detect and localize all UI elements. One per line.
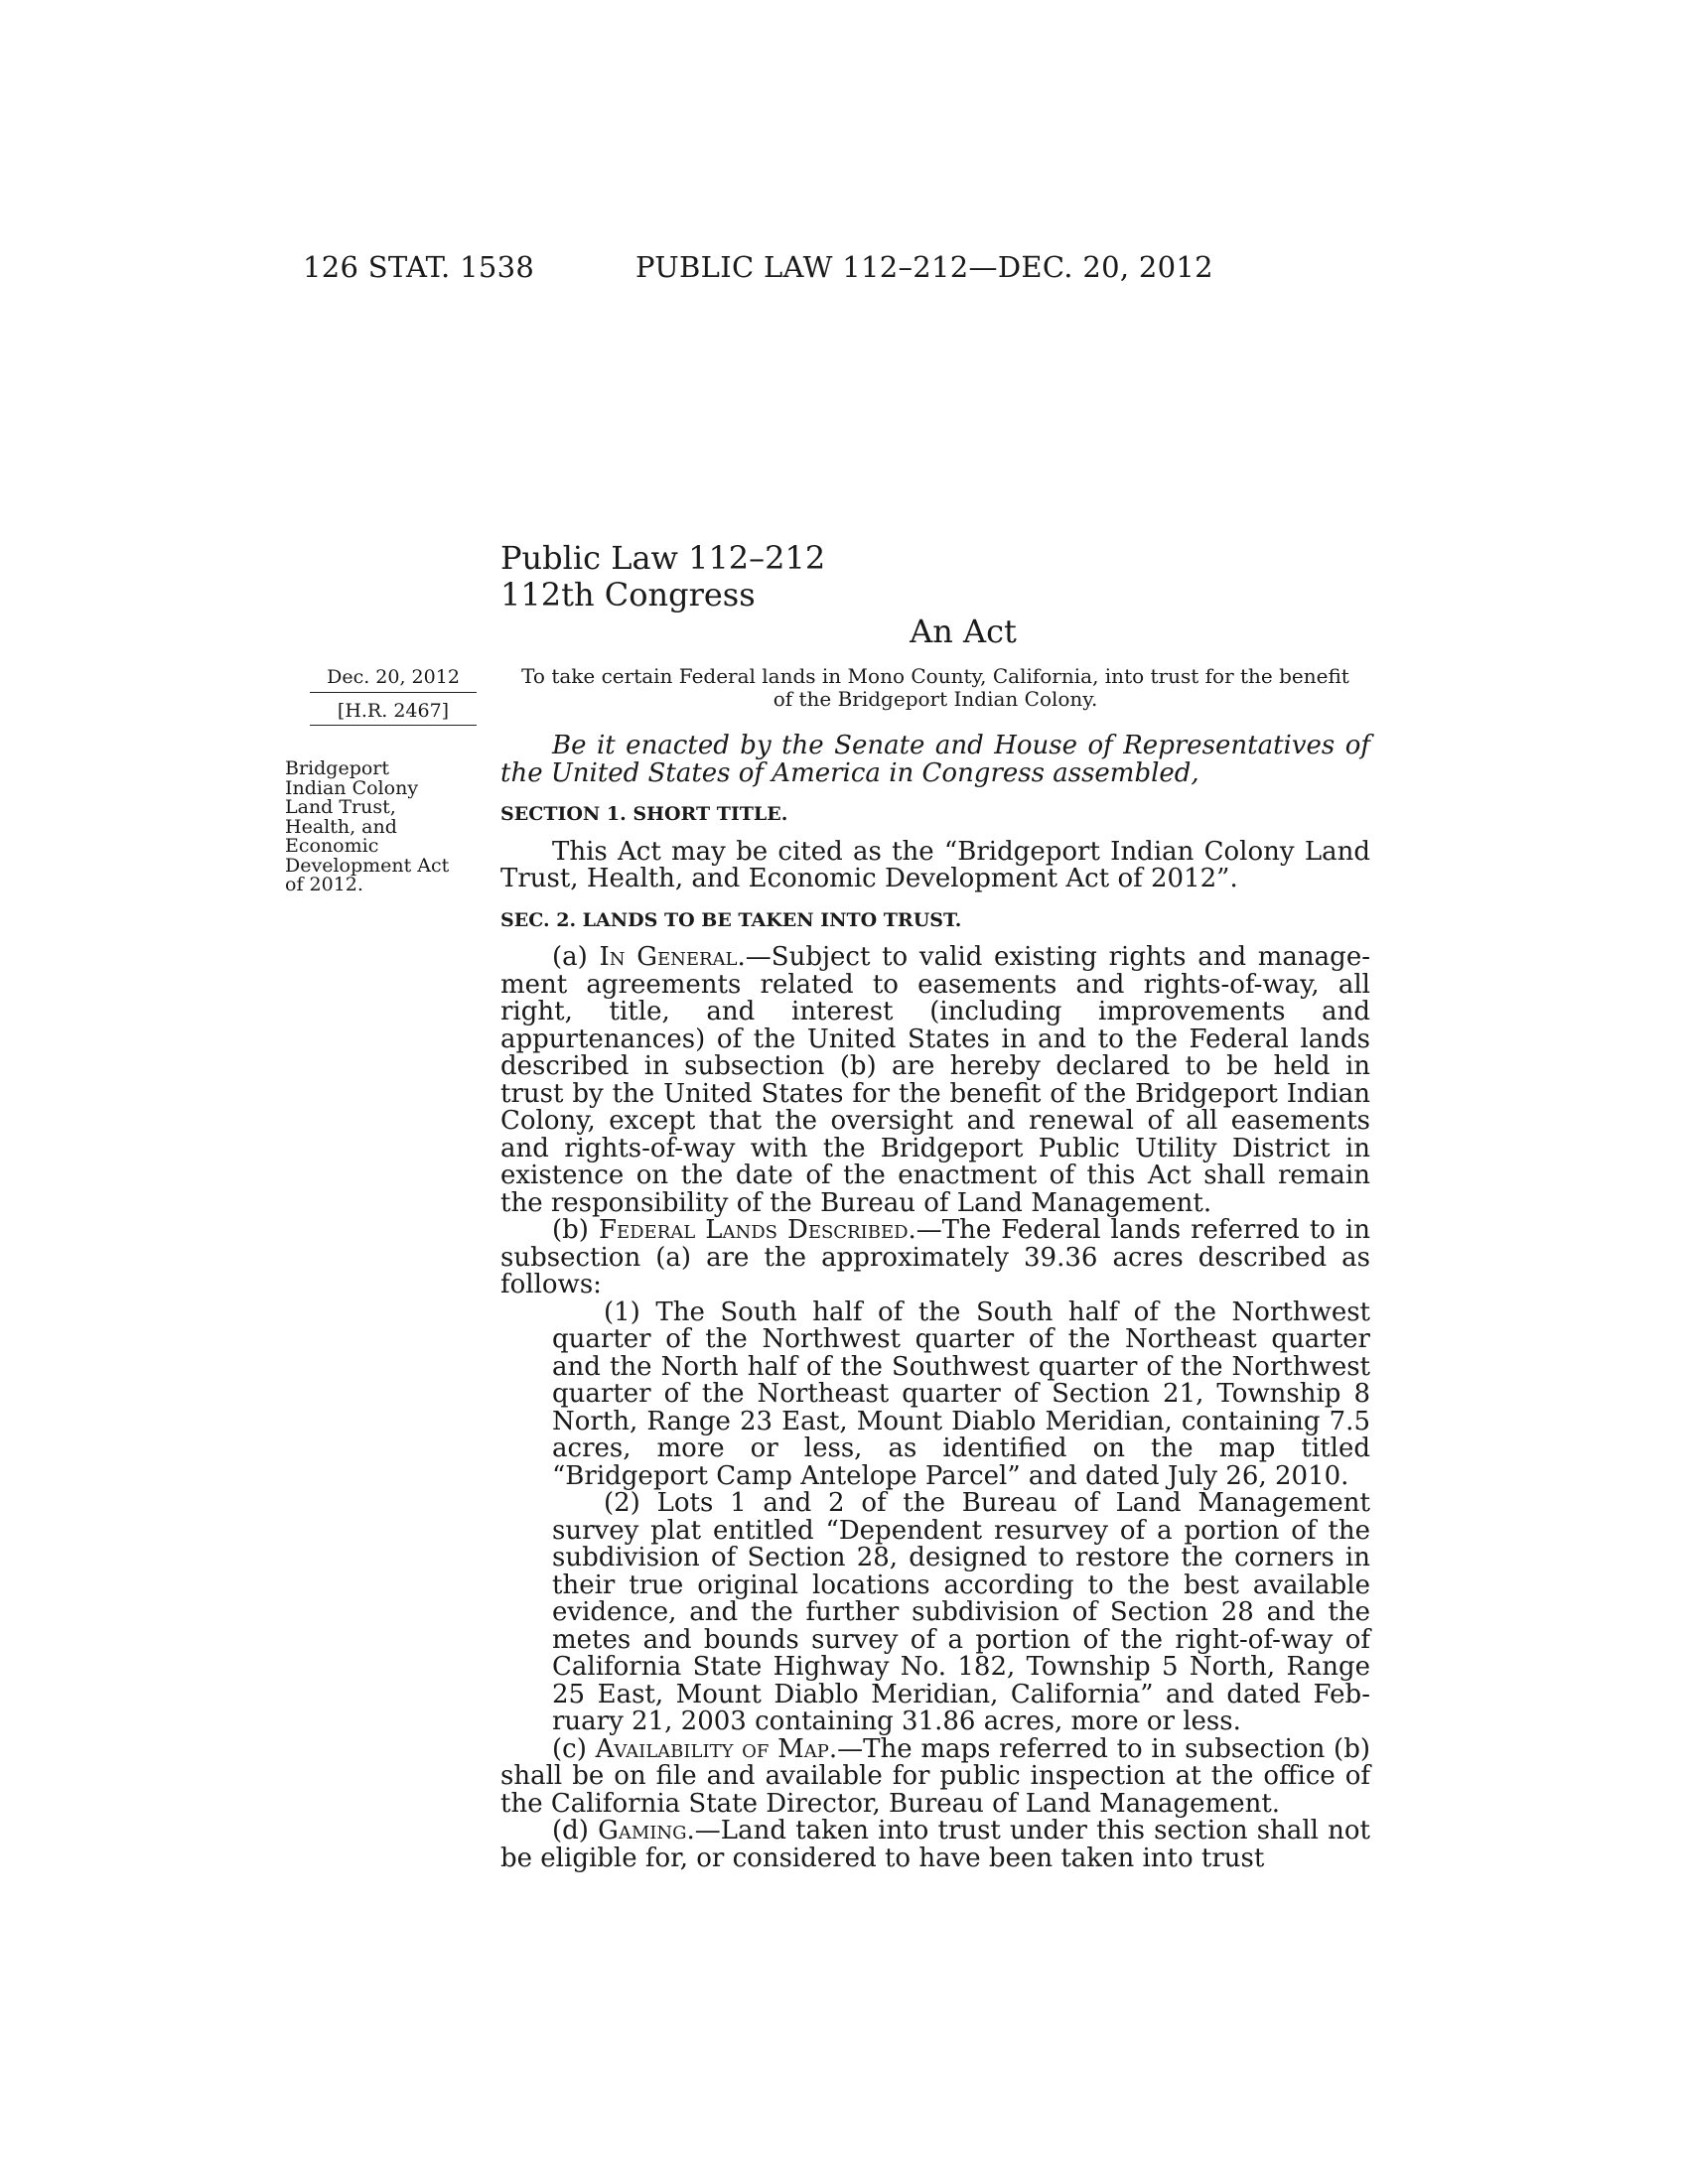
subsection-c-heading: Availability of Map: [595, 1733, 829, 1764]
margin-date: Dec. 20, 2012: [327, 666, 460, 688]
long-title-line: of the Bridgeport Indian Colony.: [773, 687, 1098, 711]
margin-short-title-note: [285, 759, 484, 895]
subsection-c-text: .—The maps referred to in subsection (b) shall be on file and available for public inspection at the office of the California State Director, Bureau of Land Management.: [500, 1733, 1370, 1819]
subsection-a: [500, 944, 1370, 1217]
margin-note-line: Economic: [285, 835, 379, 857]
an-act-heading: An Act: [910, 613, 1017, 650]
subsection-d-label: (d): [552, 1816, 599, 1845]
subsection-b-text: .—The Federal lands referred to in subsection (a) are the approximately 39.36 acres described as follows:: [500, 1215, 1370, 1299]
section-1-heading: SECTION 1. SHORT TITLE.: [500, 803, 788, 825]
long-title: [508, 665, 1362, 711]
paragraph-b2: (2) Lots 1 and 2 of the Bureau of Land Management survey plat entitled “Dependent resurvey of a portion of the subdivision of Section 28, designed to restore the corners in their true original locations according to the best available evidence, and the further subdivision of Section 28 and the metes and bounds survey of a portion of the right-of-way of California State Highway No. 182, Township 5 North, Range 25 East, Mount Diablo Meridian, California” and dated February 21, 2003 containing 31.86 acres, more or less.: [552, 1488, 1370, 1736]
subsection-c: [500, 1733, 1370, 1819]
subsection-c-label: (c): [552, 1733, 596, 1764]
subsection-d-heading: Gaming: [598, 1816, 687, 1845]
public-law-number: Public Law 112–212: [500, 539, 826, 577]
margin-note-line: Health, and: [285, 815, 397, 838]
enacting-clause: Be it enacted by the Senate and House of Representatives of the United States of America in Congress assembled,: [500, 731, 1370, 788]
margin-note-line: Indian Colony: [285, 776, 419, 799]
margin-bill-number: [H.R. 2467]: [337, 700, 450, 722]
paragraph-b1: (1) The South half of the South half of the Northwest quarter of the Northwest quarter of the Northeast quarter and the North half of the Southwest quarter of the Northwest quarter of the Northeast quarter of Section 21, Township 8 North, Range 23 East, Mount Diablo Meridian, containing 7.5 acres, more or less, as identified on the map titled “Bridgeport Camp Antelope Parcel” and dated July 26, 2010.: [552, 1297, 1370, 1491]
section-1-text: This Act may be cited as the “Bridgeport Indian Colony Land Trust, Health, and Economic Development Act of 2012”.: [500, 836, 1370, 893]
long-title-line: To take certain Federal lands in Mono County, California, into trust for the benefit: [521, 664, 1349, 688]
margin-note-line: of 2012.: [285, 874, 363, 895]
subsection-d: [500, 1818, 1370, 1872]
congress-label: 112th Congress: [500, 576, 756, 614]
running-head-law-date: PUBLIC LAW 112–212—DEC. 20, 2012: [635, 250, 1213, 284]
margin-note-line: Development Act: [285, 854, 450, 877]
subsection-a-heading: In General: [599, 942, 738, 972]
subsection-d-text: .—Land taken into trust under this section shall not be eligible for, or considered to have been taken into trust: [500, 1816, 1370, 1873]
subsection-a-label: (a): [552, 942, 600, 972]
margin-divider: [310, 725, 477, 726]
margin-divider: [310, 692, 477, 693]
subsection-a-text: .—Subject to valid existing rights and management agreements related to easements and rights-of-way, all right, title, and interest (including improvements and appurtenances) of the United States in and to the Federal lands described in subsection (b) are hereby declared to be held in trust by the United States for the benefit of the Bridgeport Indian Colony, except that the oversight and renewal of all easements and rights-of-way with the Bridgeport Public Utility District in existence on the date of the enactment of this Act shall remain the responsibility of the Bureau of Land Management.: [500, 942, 1370, 1218]
body-text: [500, 733, 1370, 1872]
subsection-b-label: (b): [552, 1215, 599, 1245]
margin-note-line: Land Trust,: [285, 796, 396, 818]
subsection-b-heading: Federal Lands Described: [598, 1215, 909, 1245]
margin-note-line: Bridgeport: [285, 757, 390, 779]
section-2-heading: SEC. 2. LANDS TO BE TAKEN INTO TRUST.: [500, 908, 962, 931]
subsection-b: [500, 1217, 1370, 1299]
stat-citation: 126 STAT. 1538: [303, 250, 535, 284]
